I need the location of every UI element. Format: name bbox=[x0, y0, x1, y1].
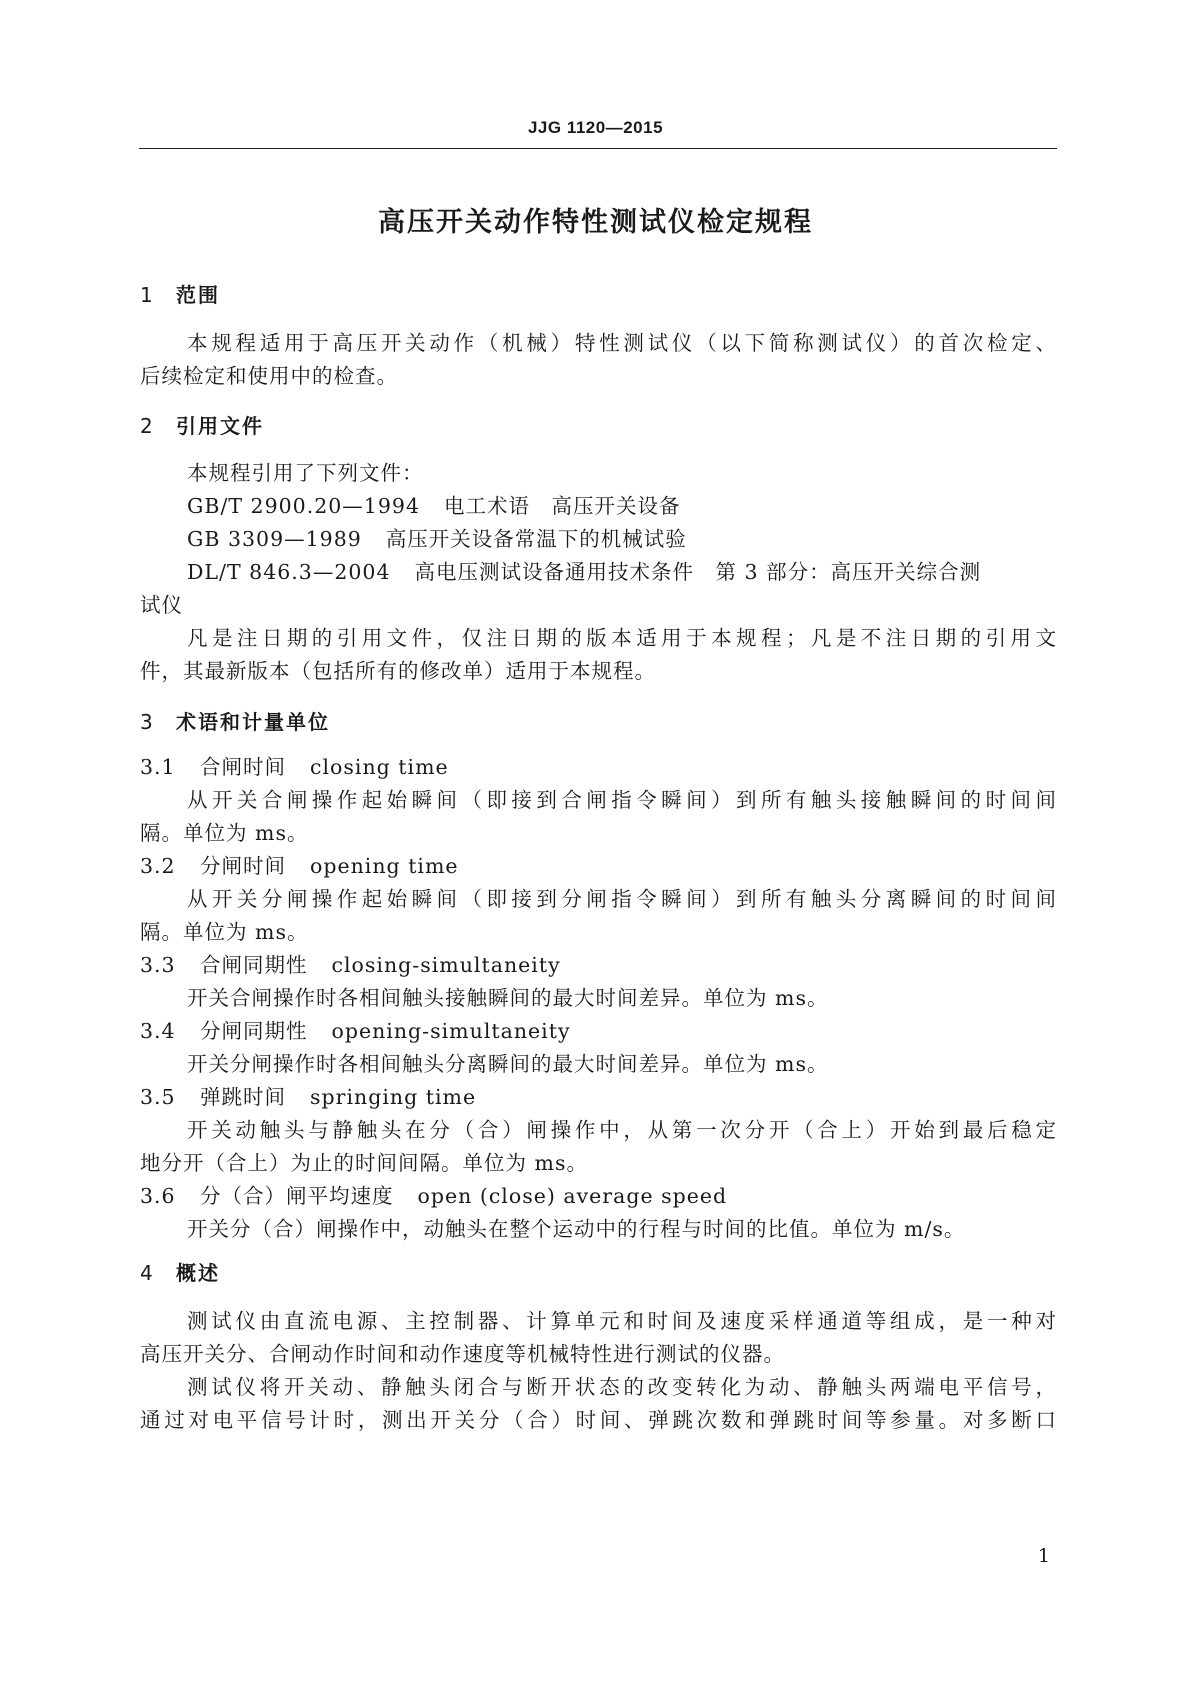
text-line: 开关合闸操作时各相间触头接触瞬间的最大时间差异。单位为 ms。 bbox=[187, 986, 829, 1010]
reference-name: 电工术语 高压开关设备 bbox=[443, 494, 681, 518]
term-cn: 分闸时间 bbox=[200, 854, 286, 878]
document-title: 高压开关动作特性测试仪检定规程 bbox=[378, 207, 813, 238]
term-cn: 弹跳时间 bbox=[200, 1085, 286, 1109]
term-en: springing time bbox=[310, 1085, 477, 1109]
text-line: 开关分（合）闸操作中，动触头在整个运动中的行程与时间的比值。单位为 m/s。 bbox=[187, 1217, 966, 1241]
term-en: opening-simultaneity bbox=[331, 1019, 571, 1043]
text-line: 试仪 bbox=[140, 593, 183, 617]
text-line: 后续检定和使用中的检查。 bbox=[140, 364, 398, 388]
header-rule bbox=[139, 148, 1057, 149]
term-heading bbox=[140, 1180, 1057, 1213]
term-en: closing time bbox=[310, 755, 449, 779]
term-cn: 合闸同期性 bbox=[200, 953, 308, 977]
section-4-heading bbox=[140, 1257, 220, 1286]
text-line: 测试仪将开关动、静触头闭合与断开状态的改变转化为动、静触头两端电平信号， bbox=[187, 1375, 1057, 1399]
section-number: 2 bbox=[140, 414, 155, 438]
page-number: 1 bbox=[1037, 1545, 1050, 1567]
text-line: 测试仪由直流电源、主控制器、计算单元和时间及速度采样通道等组成，是一种对 bbox=[187, 1309, 1057, 1333]
text-line: 通过对电平信号计时，测出开关分（合）时间、弹跳次数和弹跳时间等参量。对多断口 bbox=[140, 1408, 1057, 1432]
scope-paragraph bbox=[140, 327, 1057, 393]
term-cn: 分（合）闸平均速度 bbox=[200, 1184, 394, 1208]
term-heading bbox=[140, 751, 1057, 784]
term-heading bbox=[140, 850, 1057, 883]
text-line: 隔。单位为 ms。 bbox=[140, 821, 309, 845]
text-line: 从开关分闸操作起始瞬间（即接到分闸指令瞬间）到所有触头分离瞬间的时间间 bbox=[187, 887, 1057, 911]
text-line: 本规程引用了下列文件： bbox=[187, 461, 424, 485]
section-3-heading bbox=[140, 706, 330, 735]
text-line: 隔。单位为 ms。 bbox=[140, 920, 309, 944]
terms-block bbox=[140, 751, 1057, 1246]
term-cn: 合闸时间 bbox=[200, 755, 286, 779]
text-line: 凡是注日期的引用文件，仅注日期的版本适用于本规程；凡是不注日期的引用文 bbox=[187, 626, 1057, 650]
term-heading bbox=[140, 1081, 1057, 1114]
section-number: 1 bbox=[140, 283, 155, 307]
running-header: JJG 1120—2015 bbox=[527, 118, 664, 137]
reference-item bbox=[140, 490, 1057, 523]
reference-name: 高电压测试设备通用技术条件 第 3 部分：高压开关综合测 bbox=[414, 560, 982, 584]
term-number: 3.1 bbox=[140, 755, 176, 779]
reference-name: 高压开关设备常温下的机械试验 bbox=[385, 527, 687, 551]
references-block bbox=[140, 457, 1057, 688]
section-number: 4 bbox=[140, 1261, 155, 1285]
section-title: 引用文件 bbox=[176, 414, 264, 438]
reference-code: DL/T 846.3—2004 bbox=[187, 560, 391, 584]
term-heading bbox=[140, 949, 1057, 982]
reference-item bbox=[140, 523, 1057, 556]
text-line: 开关分闸操作时各相间触头分离瞬间的最大时间差异。单位为 ms。 bbox=[187, 1052, 829, 1076]
term-cn: 分闸同期性 bbox=[200, 1019, 308, 1043]
term-number: 3.2 bbox=[140, 854, 176, 878]
section-1-heading bbox=[140, 279, 220, 308]
text-line: 本规程适用于高压开关动作（机械）特性测试仪（以下简称测试仪）的首次检定、 bbox=[187, 331, 1057, 355]
section-2-heading bbox=[140, 410, 264, 439]
text-line: 地分开（合上）为止的时间间隔。单位为 ms。 bbox=[140, 1151, 588, 1175]
text-line: 高压开关分、合闸动作时间和动作速度等机械特性进行测试的仪器。 bbox=[140, 1342, 785, 1366]
term-number: 3.3 bbox=[140, 953, 176, 977]
text-line: 从开关合闸操作起始瞬间（即接到合闸指令瞬间）到所有触头接触瞬间的时间间 bbox=[187, 788, 1057, 812]
term-en: closing-simultaneity bbox=[331, 953, 561, 977]
section-title: 术语和计量单位 bbox=[176, 710, 330, 734]
section-title: 范围 bbox=[176, 283, 220, 307]
term-number: 3.5 bbox=[140, 1085, 176, 1109]
reference-item bbox=[140, 556, 1057, 589]
term-number: 3.4 bbox=[140, 1019, 176, 1043]
reference-code: GB/T 2900.20—1994 bbox=[187, 494, 420, 518]
reference-code: GB 3309—1989 bbox=[187, 527, 362, 551]
term-en: open (close) average speed bbox=[417, 1184, 728, 1208]
term-en: opening time bbox=[310, 854, 459, 878]
term-heading bbox=[140, 1015, 1057, 1048]
text-line: 开关动触头与静触头在分（合）闸操作中，从第一次分开（合上）开始到最后稳定 bbox=[187, 1118, 1057, 1142]
text-line: 件，其最新版本（包括所有的修改单）适用于本规程。 bbox=[140, 659, 656, 683]
term-number: 3.6 bbox=[140, 1184, 176, 1208]
overview-block bbox=[140, 1305, 1057, 1437]
section-title: 概述 bbox=[176, 1261, 220, 1285]
section-number: 3 bbox=[140, 710, 155, 734]
